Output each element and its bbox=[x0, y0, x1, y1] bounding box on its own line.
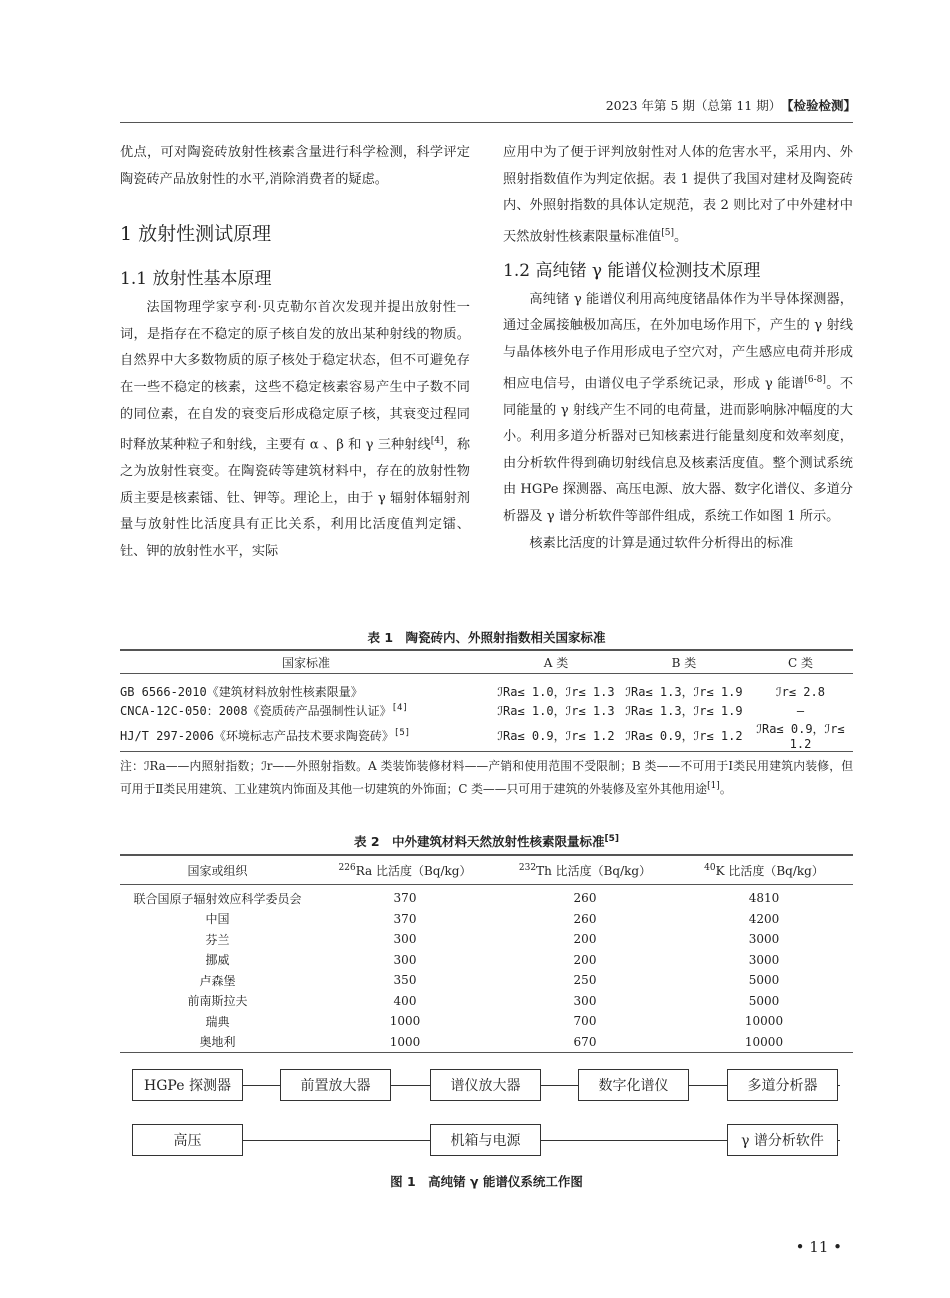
cell: 200 bbox=[573, 932, 597, 947]
issue-info: 2023 年第 5 期（总第 11 期） bbox=[605, 98, 782, 113]
table-row bbox=[120, 1011, 853, 1032]
page-number: • 11 • bbox=[795, 1238, 842, 1256]
preamplifier-box: 前置放大器 bbox=[280, 1069, 391, 1101]
digital-spectrometer-box: 数字化谱仪 bbox=[578, 1069, 689, 1101]
cell: ℐRa≤ 1.0，ℐr≤ 1.3 bbox=[497, 704, 615, 718]
section-title: 【检验检测】 bbox=[787, 98, 856, 113]
cell: 370 bbox=[393, 891, 417, 906]
table-row bbox=[120, 950, 853, 971]
cell: ℐRa≤ 0.9，ℐr≤ 1.2 bbox=[748, 720, 853, 752]
cell: 奥地利 bbox=[120, 1032, 315, 1053]
paragraph-continued: 应用中为了便于评判放射性对人体的危害水平，采用内、外照射指数值作为判定依据。表 1 提供了我国对建材及陶瓷砖内、外照射指数的具体认定规范，表 2 则比对了中外建材中天然放射性核素限量标准值[5]。 bbox=[503, 145, 853, 245]
cell: 10000 bbox=[675, 1032, 853, 1053]
cell: 1000 bbox=[315, 1032, 495, 1053]
cell: 300 bbox=[393, 952, 417, 967]
cell: ℐRa≤ 1.3，ℐr≤ 1.9 bbox=[625, 704, 743, 718]
analysis-software-box: γ 谱分析软件 bbox=[727, 1124, 838, 1156]
cell: 250 bbox=[573, 973, 597, 988]
section-heading-1: 1 放射性测试原理 bbox=[120, 223, 272, 246]
col-header: $^{40}$K 比活度（Bq/kg） bbox=[675, 856, 853, 885]
running-header bbox=[606, 96, 856, 114]
std-name: CNCA-12C-050：2008《瓷质砖产品强制性认证》 bbox=[120, 704, 392, 718]
cell: 前南斯拉夫 bbox=[187, 994, 248, 1009]
cell: 200 bbox=[573, 952, 597, 967]
std-name: HJ/T 297-2006《环境标志产品技术要求陶瓷砖》 bbox=[120, 729, 394, 743]
subsection-heading-1-2: 1.2 高纯锗 γ 能谱仪检测技术原理 bbox=[503, 260, 761, 281]
cell: 10000 bbox=[744, 1014, 784, 1029]
right-column bbox=[503, 140, 853, 557]
col-header: B 类 bbox=[620, 651, 748, 674]
cell: 3000 bbox=[748, 952, 780, 967]
cell: 挪威 bbox=[205, 953, 230, 968]
figure1-caption: 图 1 高纯锗 γ 能谱仪系统工作图 bbox=[390, 1174, 583, 1189]
table1 bbox=[120, 651, 853, 752]
table-row: CNCA-12C-050：2008《瓷质砖产品强制性认证》[4] ℐRa≤ 1.0，ℐr≤ 1.3 ℐRa≤ 1.3，ℐr≤ 1.9 — bbox=[120, 701, 853, 720]
paragraph-activity: 核素比活度的计算是通过软件分析得出的标准 bbox=[529, 535, 794, 551]
table1-header-row bbox=[120, 651, 853, 674]
chassis-power-box: 机箱与电源 bbox=[430, 1124, 541, 1156]
col-header: C 类 bbox=[748, 651, 853, 674]
citation: [5] bbox=[661, 227, 674, 238]
cell: 260 bbox=[573, 891, 597, 906]
cell: ℐr≤ 2.8 bbox=[776, 684, 825, 699]
header-rule bbox=[120, 122, 853, 123]
paragraph-1-1: 法国物理学家亨利·贝克勒尔首次发现并提出放射性一词，是指存在不稳定的原子核自发的放出某种射线的物质。自然界中大多数物质的原子核处于稳定状态，但不可避免存在一些不稳定的核素，这些不稳定核素容易产生中子数不同的同位素，在自发的衰变后形成稳定原子核，其衰变过程同时释放某种粒子和射线，主要有 α 、β 和 γ 三种射线[4]，称之为放射性衰变。在陶瓷砖等建筑材料中，存在的放射性物质主要是核素镭、钍、钾等。理论上，由于 γ 辐射体辐射剂量与放射性比活度具有正比关系，利用比活度值判定镭、钍、钾的放射性水平，实际 bbox=[120, 300, 471, 559]
cell: 1000 bbox=[389, 1014, 421, 1029]
table-row bbox=[120, 909, 853, 930]
cell: 260 bbox=[573, 911, 597, 926]
col-header: $^{232}$Th 比活度（Bq/kg） bbox=[495, 856, 675, 885]
hgpe-detector-box: HGPe 探测器 bbox=[132, 1069, 243, 1101]
cell: 5000 bbox=[748, 993, 780, 1008]
table-row bbox=[120, 682, 853, 701]
table1-caption: 表 1 陶瓷砖内、外照射指数相关国家标准 bbox=[367, 630, 606, 645]
intro-paragraph: 优点，可对陶瓷砖放射性核素含量进行科学检测，科学评定陶瓷砖产品放射性的水平,消除消费者的疑虑。 bbox=[120, 145, 470, 187]
cell: ℐRa≤ 1.0，ℐr≤ 1.3 bbox=[497, 685, 615, 699]
citation: [6-8] bbox=[804, 374, 826, 385]
table2 bbox=[120, 856, 853, 1053]
col-header: 国家标准 bbox=[120, 651, 492, 674]
cell: 3000 bbox=[748, 932, 780, 947]
paragraph-1-2: 高纯锗 γ 能谱仪利用高纯度锗晶体作为半导体探测器，通过金属接触极加高压，在外加电场作用下，产生的 γ 射线与晶体核外电子作用形成电子空穴对，产生感应电荷并形成相应电信号，由谱仪电子学系统记录，形成 γ 能谱[6-8]。不同能量的 γ 射线产生不同的电荷量，进而影响脉冲幅度的大小。利用多道分析器对已知核素进行能量刻度和效率刻度，由分析软件得到确切射线信息及核素活度值。整个测试系统由 HGPe 探测器、高压电源、放大器、数字化谱仪、多道分析器及 γ 谱分析软件等部件组成，系统工作如图 1 所示。 bbox=[503, 291, 854, 524]
cell: 350 bbox=[393, 973, 417, 988]
table2-caption: 表 2 中外建筑材料天然放射性核素限量标准[5] bbox=[353, 833, 620, 849]
spectrum-amplifier-box: 谱仪放大器 bbox=[430, 1069, 541, 1101]
citation: [4] bbox=[430, 436, 444, 447]
table-row bbox=[120, 929, 853, 950]
table2-body bbox=[120, 885, 853, 1053]
mca-box: 多道分析器 bbox=[727, 1069, 838, 1101]
cell: 芬兰 bbox=[205, 932, 230, 947]
table-row bbox=[120, 885, 853, 909]
cell: 5000 bbox=[748, 973, 780, 988]
cell: ℐRa≤ 0.9，ℐr≤ 1.2 bbox=[620, 720, 748, 752]
cell: — bbox=[796, 703, 805, 718]
cell: 370 bbox=[393, 911, 417, 926]
table1-note: 注：ℐRa——内照射指数；ℐr——外照射指数。A 类装饰装修材料——产销和使用范围不受限制；B 类——不可用于Ⅰ类民用建筑内装修，但可用于Ⅱ类民用建筑、工业建筑内饰面及其他一切建筑的外饰面；C 类——只可用于建筑的外装修及室外其他用途[1]。 bbox=[120, 759, 853, 796]
table-row bbox=[120, 1032, 853, 1053]
cell: 700 bbox=[573, 1014, 597, 1029]
cell: 4200 bbox=[748, 911, 780, 926]
col-header: A 类 bbox=[492, 651, 620, 674]
cell: ℐRa≤ 1.3，ℐr≤ 1.9 bbox=[625, 685, 743, 699]
col-header: $^{226}$Ra 比活度（Bq/kg） bbox=[315, 856, 495, 885]
table2-header-row bbox=[120, 856, 853, 885]
col-header: 国家或组织 bbox=[120, 856, 315, 885]
cell: 400 bbox=[393, 993, 417, 1008]
subsection-heading-1-1: 1.1 放射性基本原理 bbox=[120, 269, 272, 290]
cell: 300 bbox=[573, 993, 597, 1008]
table-row bbox=[120, 970, 853, 991]
cell: ℐRa≤ 0.9，ℐr≤ 1.2 bbox=[492, 720, 620, 752]
table-row bbox=[120, 991, 853, 1012]
table-row: HJ/T 297-2006《环境标志产品技术要求陶瓷砖》[5] ℐRa≤ 0.9，ℐr≤ 1.2 ℐRa≤ 0.9，ℐr≤ 1.2 ℐRa≤ 0.9，ℐr≤ 1.2 bbox=[120, 720, 853, 752]
cell: 300 bbox=[393, 932, 417, 947]
cell: 联合国原子辐射效应科学委员会 bbox=[133, 891, 302, 906]
cell: 中国 bbox=[205, 912, 230, 927]
cell: 瑞典 bbox=[205, 1014, 230, 1029]
left-column bbox=[120, 140, 470, 566]
cell: 卢森堡 bbox=[199, 973, 236, 988]
std-name: GB 6566-2010《建筑材料放射性核素限量》 bbox=[120, 685, 363, 699]
cell: 670 bbox=[495, 1032, 675, 1053]
high-voltage-box: 高压 bbox=[132, 1124, 243, 1156]
cell: 4810 bbox=[748, 891, 780, 906]
